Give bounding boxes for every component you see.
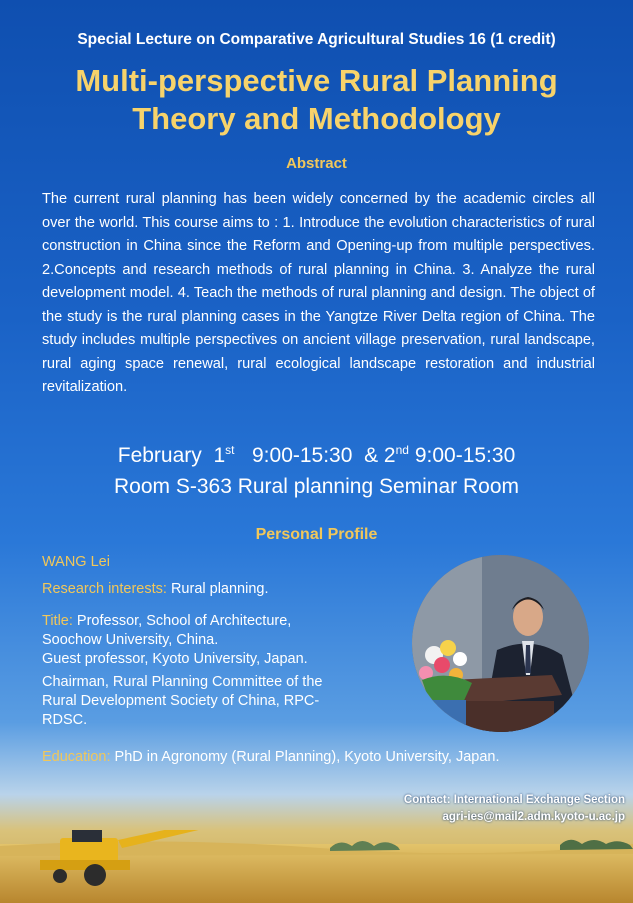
contact-section: Contact: International Exchange Section — [403, 794, 625, 806]
schedule-day2-suffix: nd — [395, 443, 409, 457]
schedule-time1: 9:00-15:30 — [252, 444, 353, 467]
main-title — [0, 62, 633, 138]
title-line-f: RDSC. — [42, 712, 88, 728]
title-line-c: Guest professor, Kyoto University, Japan. — [42, 651, 308, 667]
title-line-1: Multi-perspective Rural Planning — [75, 63, 558, 98]
schedule-joiner: & 2 — [364, 444, 396, 467]
title-label: Title: — [42, 613, 73, 629]
contact-email[interactable]: agri-ies@mail2.adm.kyoto-u.ac.jp — [442, 811, 625, 823]
contact-info — [404, 792, 625, 826]
education-label: Education: — [42, 749, 111, 765]
profile-name: WANG Lei — [42, 554, 110, 570]
schedule-dates — [0, 443, 633, 468]
research-label: Research interests: — [42, 581, 167, 597]
wheat-field-illustration — [0, 830, 633, 903]
title-line-2: Theory and Methodology — [132, 101, 501, 136]
abstract-heading: Abstract — [286, 155, 347, 172]
title-line-a: Professor, School of Architecture, — [72, 613, 292, 629]
title-line-e: Rural Development Society of China, RPC- — [42, 693, 320, 709]
schedule-month: February — [117, 444, 202, 467]
title-line-d: Chairman, Rural Planning Committee of the — [42, 674, 323, 690]
abstract-body: The current rural planning has been widely concerned by the academic circles all over the world. This course aims to : 1. Introduce the evolution characteristics of rural construction in China since the Reform and Opening-up from multiple perspectives. 2.Concepts and research methods of rural planning in China. 3. Analyze the rural development model. 4. Teach the methods of rural planning and design. The object of the study is the rural planning cases in the Yangtze River Delta region of China. The study includes multiple perspectives on ancient village preservation, rural landscape, rural aging space renewal, rural ecological landscape restoration and industrial revitalization. — [42, 191, 595, 395]
schedule-day1: 1 — [213, 444, 226, 467]
schedule-room: Room S-363 Rural planning Seminar Room — [113, 475, 520, 498]
speaker-illustration — [412, 555, 589, 732]
profile-education — [42, 749, 602, 765]
course-line: Special Lecture on Comparative Agricultural Studies 16 (1 credit) — [77, 31, 556, 48]
title-line-b: Soochow University, China. — [42, 632, 219, 648]
education-value: PhD in Agronomy (Rural Planning), Kyoto University, Japan. — [110, 749, 500, 765]
speaker-photo — [412, 555, 589, 732]
schedule-day1-suffix: st — [225, 443, 235, 457]
profile-heading: Personal Profile — [255, 526, 378, 543]
profile-title — [42, 612, 412, 730]
schedule-time2: 9:00-15:30 — [414, 444, 516, 467]
profile-research — [42, 580, 412, 599]
research-value: Rural planning. — [166, 581, 269, 597]
